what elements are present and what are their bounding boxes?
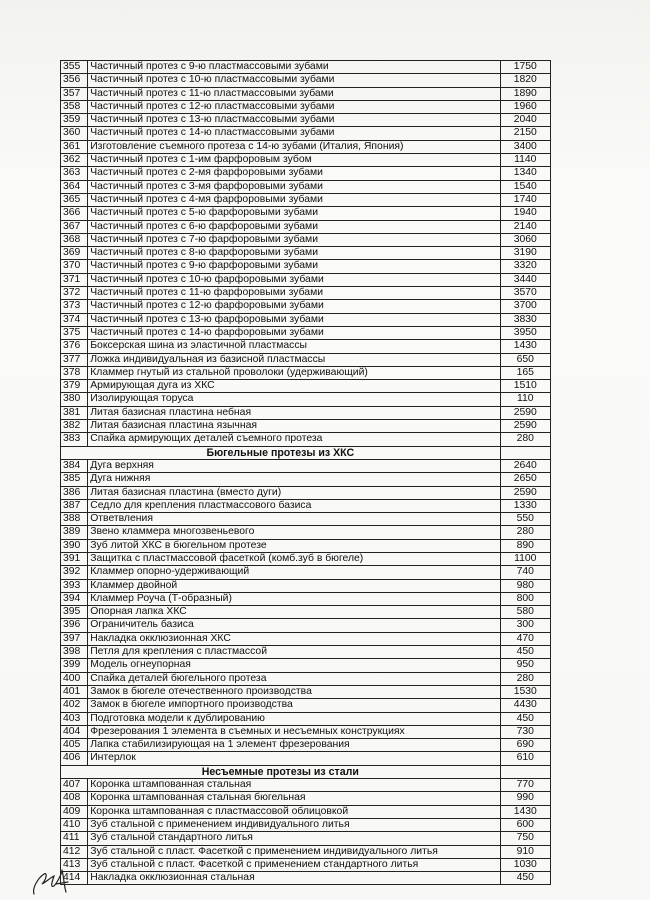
service-price: 2590 [500, 406, 550, 419]
row-number: 411 [61, 832, 88, 845]
row-number: 384 [61, 459, 88, 472]
service-name: Частичный протез с 1-им фарфоровым зубом [88, 154, 500, 167]
table-row [61, 207, 551, 220]
table-row [61, 127, 551, 140]
table-row [61, 287, 551, 300]
service-name: Частичный протез с 6-ю фарфоровыми зубами [88, 220, 500, 233]
row-number: 380 [61, 393, 88, 406]
service-price: 550 [500, 513, 550, 526]
table-row [61, 619, 551, 632]
table-row [61, 805, 551, 818]
row-number: 382 [61, 420, 88, 433]
table-row [61, 193, 551, 206]
service-name: Армирующая дуга из ХКС [88, 380, 500, 393]
section-header-row [61, 765, 551, 778]
service-name: Частичный протез с 5-ю фарфоровыми зубами [88, 207, 500, 220]
row-number: 383 [61, 433, 88, 446]
table-row [61, 220, 551, 233]
table-row [61, 592, 551, 605]
table-row [61, 725, 551, 738]
service-name: Частичный протез с 10-ю фарфоровыми зубами [88, 273, 500, 286]
service-price: 690 [500, 739, 550, 752]
service-price: 110 [500, 393, 550, 406]
service-name: Коронка штампованная стальная бюгельная [88, 792, 500, 805]
table-row [61, 699, 551, 712]
table-row [61, 180, 551, 193]
row-number: 406 [61, 752, 88, 765]
table-row [61, 579, 551, 592]
row-number: 364 [61, 180, 88, 193]
service-price: 1540 [500, 180, 550, 193]
row-number: 371 [61, 273, 88, 286]
service-price: 300 [500, 619, 550, 632]
table-row [61, 539, 551, 552]
table-row [61, 406, 551, 419]
service-price: 1030 [500, 858, 550, 871]
row-number: 391 [61, 552, 88, 565]
row-number: 405 [61, 739, 88, 752]
service-name: Частичный протез с 13-ю пластмассовыми зубами [88, 114, 500, 127]
service-name: Частичный протез с 13-ю фарфоровыми зубами [88, 313, 500, 326]
service-price: 2150 [500, 127, 550, 140]
service-name: Кламмер гнутый из стальной проволоки (удерживающий) [88, 366, 500, 379]
service-price: 280 [500, 433, 550, 446]
service-price: 1890 [500, 87, 550, 100]
table-row [61, 792, 551, 805]
service-name: Частичный протез с 10-ю пластмассовыми зубами [88, 74, 500, 87]
service-price: 1750 [500, 61, 550, 74]
row-number: 370 [61, 260, 88, 273]
section-price-cell [500, 446, 550, 459]
row-number: 403 [61, 712, 88, 725]
row-number: 356 [61, 74, 88, 87]
service-name: Накладка окклюзионная стальная [88, 872, 500, 885]
table-row [61, 566, 551, 579]
table-row [61, 526, 551, 539]
row-number: 400 [61, 672, 88, 685]
service-price: 165 [500, 366, 550, 379]
service-name: Литая базисная пластина (вместо дуги) [88, 486, 500, 499]
row-number: 355 [61, 61, 88, 74]
service-name: Спайка деталей бюгельного протеза [88, 672, 500, 685]
service-price: 580 [500, 606, 550, 619]
table-row [61, 473, 551, 486]
service-price: 450 [500, 646, 550, 659]
service-name: Частичный протез с 4-мя фарфоровыми зубами [88, 193, 500, 206]
table-row [61, 247, 551, 260]
table-row [61, 61, 551, 74]
service-name: Интерлок [88, 752, 500, 765]
row-number: 388 [61, 513, 88, 526]
service-name: Коронка штампованная с пластмассовой облицовкой [88, 805, 500, 818]
service-price: 740 [500, 566, 550, 579]
row-number: 402 [61, 699, 88, 712]
service-price: 3830 [500, 313, 550, 326]
row-number: 373 [61, 300, 88, 313]
service-price: 1330 [500, 499, 550, 512]
row-number: 389 [61, 526, 88, 539]
service-name: Частичный протез с 12-ю пластмассовыми зубами [88, 100, 500, 113]
row-number: 404 [61, 725, 88, 738]
service-price: 4430 [500, 699, 550, 712]
price-table [60, 60, 551, 885]
table-row [61, 606, 551, 619]
table-row [61, 858, 551, 871]
service-price: 1430 [500, 340, 550, 353]
table-row [61, 233, 551, 246]
row-number: 413 [61, 858, 88, 871]
row-number: 375 [61, 326, 88, 339]
table-row [61, 872, 551, 885]
service-price: 800 [500, 592, 550, 605]
table-row [61, 353, 551, 366]
row-number: 401 [61, 685, 88, 698]
table-row [61, 752, 551, 765]
service-price: 770 [500, 779, 550, 792]
service-name: Замок в бюгеле импортного производства [88, 699, 500, 712]
service-price: 2650 [500, 473, 550, 486]
table-row [61, 313, 551, 326]
table-row [61, 154, 551, 167]
service-price: 450 [500, 872, 550, 885]
service-name: Боксерская шина из эластичной пластмассы [88, 340, 500, 353]
table-row [61, 366, 551, 379]
service-name: Замок в бюгеле отечественного производства [88, 685, 500, 698]
row-number: 357 [61, 87, 88, 100]
service-name: Зуб литой ХКС в бюгельном протезе [88, 539, 500, 552]
service-price: 450 [500, 712, 550, 725]
service-price: 3950 [500, 326, 550, 339]
table-row [61, 167, 551, 180]
service-name: Частичный протез с 9-ю пластмассовыми зубами [88, 61, 500, 74]
service-price: 280 [500, 672, 550, 685]
row-number: 378 [61, 366, 88, 379]
service-name: Частичный протез с 3-мя фарфоровыми зубами [88, 180, 500, 193]
row-number: 374 [61, 313, 88, 326]
service-price: 2040 [500, 114, 550, 127]
table-row [61, 100, 551, 113]
service-price: 3190 [500, 247, 550, 260]
table-row [61, 326, 551, 339]
table-row [61, 685, 551, 698]
section-title: Бюгельные протезы из ХКС [61, 446, 501, 459]
service-name: Фрезерования 1 элемента в съемных и несъемных конструкциях [88, 725, 500, 738]
table-row [61, 380, 551, 393]
service-name: Зуб стальной стандартного литья [88, 832, 500, 845]
service-name: Частичный протез с 11-ю пластмассовыми зубами [88, 87, 500, 100]
service-price: 2590 [500, 420, 550, 433]
service-name: Частичный протез с 8-ю фарфоровыми зубами [88, 247, 500, 260]
service-price: 1140 [500, 154, 550, 167]
row-number: 397 [61, 632, 88, 645]
service-price: 1510 [500, 380, 550, 393]
service-name: Кламмер опорно-удерживающий [88, 566, 500, 579]
row-number: 393 [61, 579, 88, 592]
row-number: 396 [61, 619, 88, 632]
service-price: 980 [500, 579, 550, 592]
section-title: Несъемные протезы из стали [61, 765, 501, 778]
service-price: 3440 [500, 273, 550, 286]
service-name: Зуб стальной с пласт. Фасеткой с применением индивидуального литья [88, 845, 500, 858]
row-number: 407 [61, 779, 88, 792]
table-row [61, 486, 551, 499]
table-row [61, 552, 551, 565]
service-price: 600 [500, 818, 550, 831]
service-name: Дуга нижняя [88, 473, 500, 486]
service-name: Частичный протез с 11-ю фарфоровыми зубами [88, 287, 500, 300]
service-name: Частичный протез с 14-ю пластмассовыми зубами [88, 127, 500, 140]
table-row [61, 659, 551, 672]
table-row [61, 779, 551, 792]
table-row [61, 273, 551, 286]
service-price: 990 [500, 792, 550, 805]
service-price: 950 [500, 659, 550, 672]
table-row [61, 632, 551, 645]
row-number: 410 [61, 818, 88, 831]
row-number: 377 [61, 353, 88, 366]
row-number: 414 [61, 872, 88, 885]
service-price: 1740 [500, 193, 550, 206]
service-name: Дуга верхняя [88, 459, 500, 472]
service-name: Частичный протез с 2-мя фарфоровыми зубами [88, 167, 500, 180]
table-row [61, 646, 551, 659]
row-number: 361 [61, 140, 88, 153]
service-name: Спайка армирующих деталей съемного протеза [88, 433, 500, 446]
service-name: Кламмер Роуча (Т-образный) [88, 592, 500, 605]
table-row [61, 672, 551, 685]
section-header-row [61, 446, 551, 459]
row-number: 390 [61, 539, 88, 552]
service-name: Ответвления [88, 513, 500, 526]
row-number: 398 [61, 646, 88, 659]
row-number: 369 [61, 247, 88, 260]
service-price: 3400 [500, 140, 550, 153]
service-name: Ложка индивидуальная из базисной пластмассы [88, 353, 500, 366]
service-name: Частичный протез с 12-ю фарфоровыми зубами [88, 300, 500, 313]
handwritten-signature [28, 864, 78, 898]
service-name: Звено кламмера многозвеньевого [88, 526, 500, 539]
service-price: 3060 [500, 233, 550, 246]
service-price: 1340 [500, 167, 550, 180]
service-name: Изготовление съемного протеза с 14-ю зубами (Италия, Япония) [88, 140, 500, 153]
table-row [61, 499, 551, 512]
row-number: 372 [61, 287, 88, 300]
service-name: Частичный протез с 14-ю фарфоровыми зубами [88, 326, 500, 339]
service-name: Накладка окклюзионная ХКС [88, 632, 500, 645]
table-row [61, 393, 551, 406]
service-price: 1940 [500, 207, 550, 220]
service-price: 3570 [500, 287, 550, 300]
row-number: 385 [61, 473, 88, 486]
service-price: 1430 [500, 805, 550, 818]
table-row [61, 87, 551, 100]
row-number: 408 [61, 792, 88, 805]
table-row [61, 459, 551, 472]
row-number: 386 [61, 486, 88, 499]
service-price: 1100 [500, 552, 550, 565]
table-row [61, 832, 551, 845]
row-number: 394 [61, 592, 88, 605]
table-row [61, 340, 551, 353]
section-price-cell [500, 765, 550, 778]
service-price: 1530 [500, 685, 550, 698]
row-number: 376 [61, 340, 88, 353]
service-name: Седло для крепления пластмассового базиса [88, 499, 500, 512]
service-price: 890 [500, 539, 550, 552]
row-number: 412 [61, 845, 88, 858]
table-row [61, 712, 551, 725]
service-name: Подготовка модели к дублированию [88, 712, 500, 725]
service-price: 280 [500, 526, 550, 539]
service-price: 470 [500, 632, 550, 645]
row-number: 359 [61, 114, 88, 127]
table-row [61, 300, 551, 313]
service-name: Кламмер двойной [88, 579, 500, 592]
service-name: Коронка штампованная стальная [88, 779, 500, 792]
row-number: 358 [61, 100, 88, 113]
service-name: Ограничитель базиса [88, 619, 500, 632]
row-number: 362 [61, 154, 88, 167]
table-row [61, 74, 551, 87]
service-price: 2590 [500, 486, 550, 499]
row-number: 392 [61, 566, 88, 579]
service-price: 2140 [500, 220, 550, 233]
row-number: 387 [61, 499, 88, 512]
table-row [61, 420, 551, 433]
table-row [61, 140, 551, 153]
table-row [61, 114, 551, 127]
service-price: 650 [500, 353, 550, 366]
service-name: Защитка с пластмассовой фасеткой (комб.зуб в бюгеле) [88, 552, 500, 565]
row-number: 367 [61, 220, 88, 233]
table-row [61, 818, 551, 831]
service-price: 750 [500, 832, 550, 845]
row-number: 363 [61, 167, 88, 180]
row-number: 395 [61, 606, 88, 619]
service-price: 910 [500, 845, 550, 858]
service-name: Частичный протез с 9-ю фарфоровыми зубами [88, 260, 500, 273]
row-number: 379 [61, 380, 88, 393]
table-row [61, 845, 551, 858]
row-number: 360 [61, 127, 88, 140]
service-price: 2640 [500, 459, 550, 472]
row-number: 399 [61, 659, 88, 672]
service-price: 610 [500, 752, 550, 765]
service-price: 1960 [500, 100, 550, 113]
table-row [61, 513, 551, 526]
service-name: Модель огнеупорная [88, 659, 500, 672]
row-number: 366 [61, 207, 88, 220]
service-name: Литая базисная пластина небная [88, 406, 500, 419]
service-name: Частичный протез с 7-ю фарфоровыми зубами [88, 233, 500, 246]
table-row [61, 433, 551, 446]
service-price: 730 [500, 725, 550, 738]
service-name: Зуб стальной с применением индивидуального литья [88, 818, 500, 831]
service-price: 3320 [500, 260, 550, 273]
price-table-body [61, 61, 551, 885]
table-row [61, 260, 551, 273]
row-number: 365 [61, 193, 88, 206]
table-row [61, 739, 551, 752]
service-name: Зуб стальной с пласт. Фасеткой с применением стандартного литья [88, 858, 500, 871]
service-name: Изолирующая торуса [88, 393, 500, 406]
row-number: 368 [61, 233, 88, 246]
row-number: 381 [61, 406, 88, 419]
service-name: Лапка стабилизирующая на 1 элемент фрезерования [88, 739, 500, 752]
service-name: Петля для крепления с пластмассой [88, 646, 500, 659]
service-name: Опорная лапка ХКС [88, 606, 500, 619]
row-number: 409 [61, 805, 88, 818]
service-name: Литая базисная пластина язычная [88, 420, 500, 433]
service-price: 1820 [500, 74, 550, 87]
service-price: 3700 [500, 300, 550, 313]
